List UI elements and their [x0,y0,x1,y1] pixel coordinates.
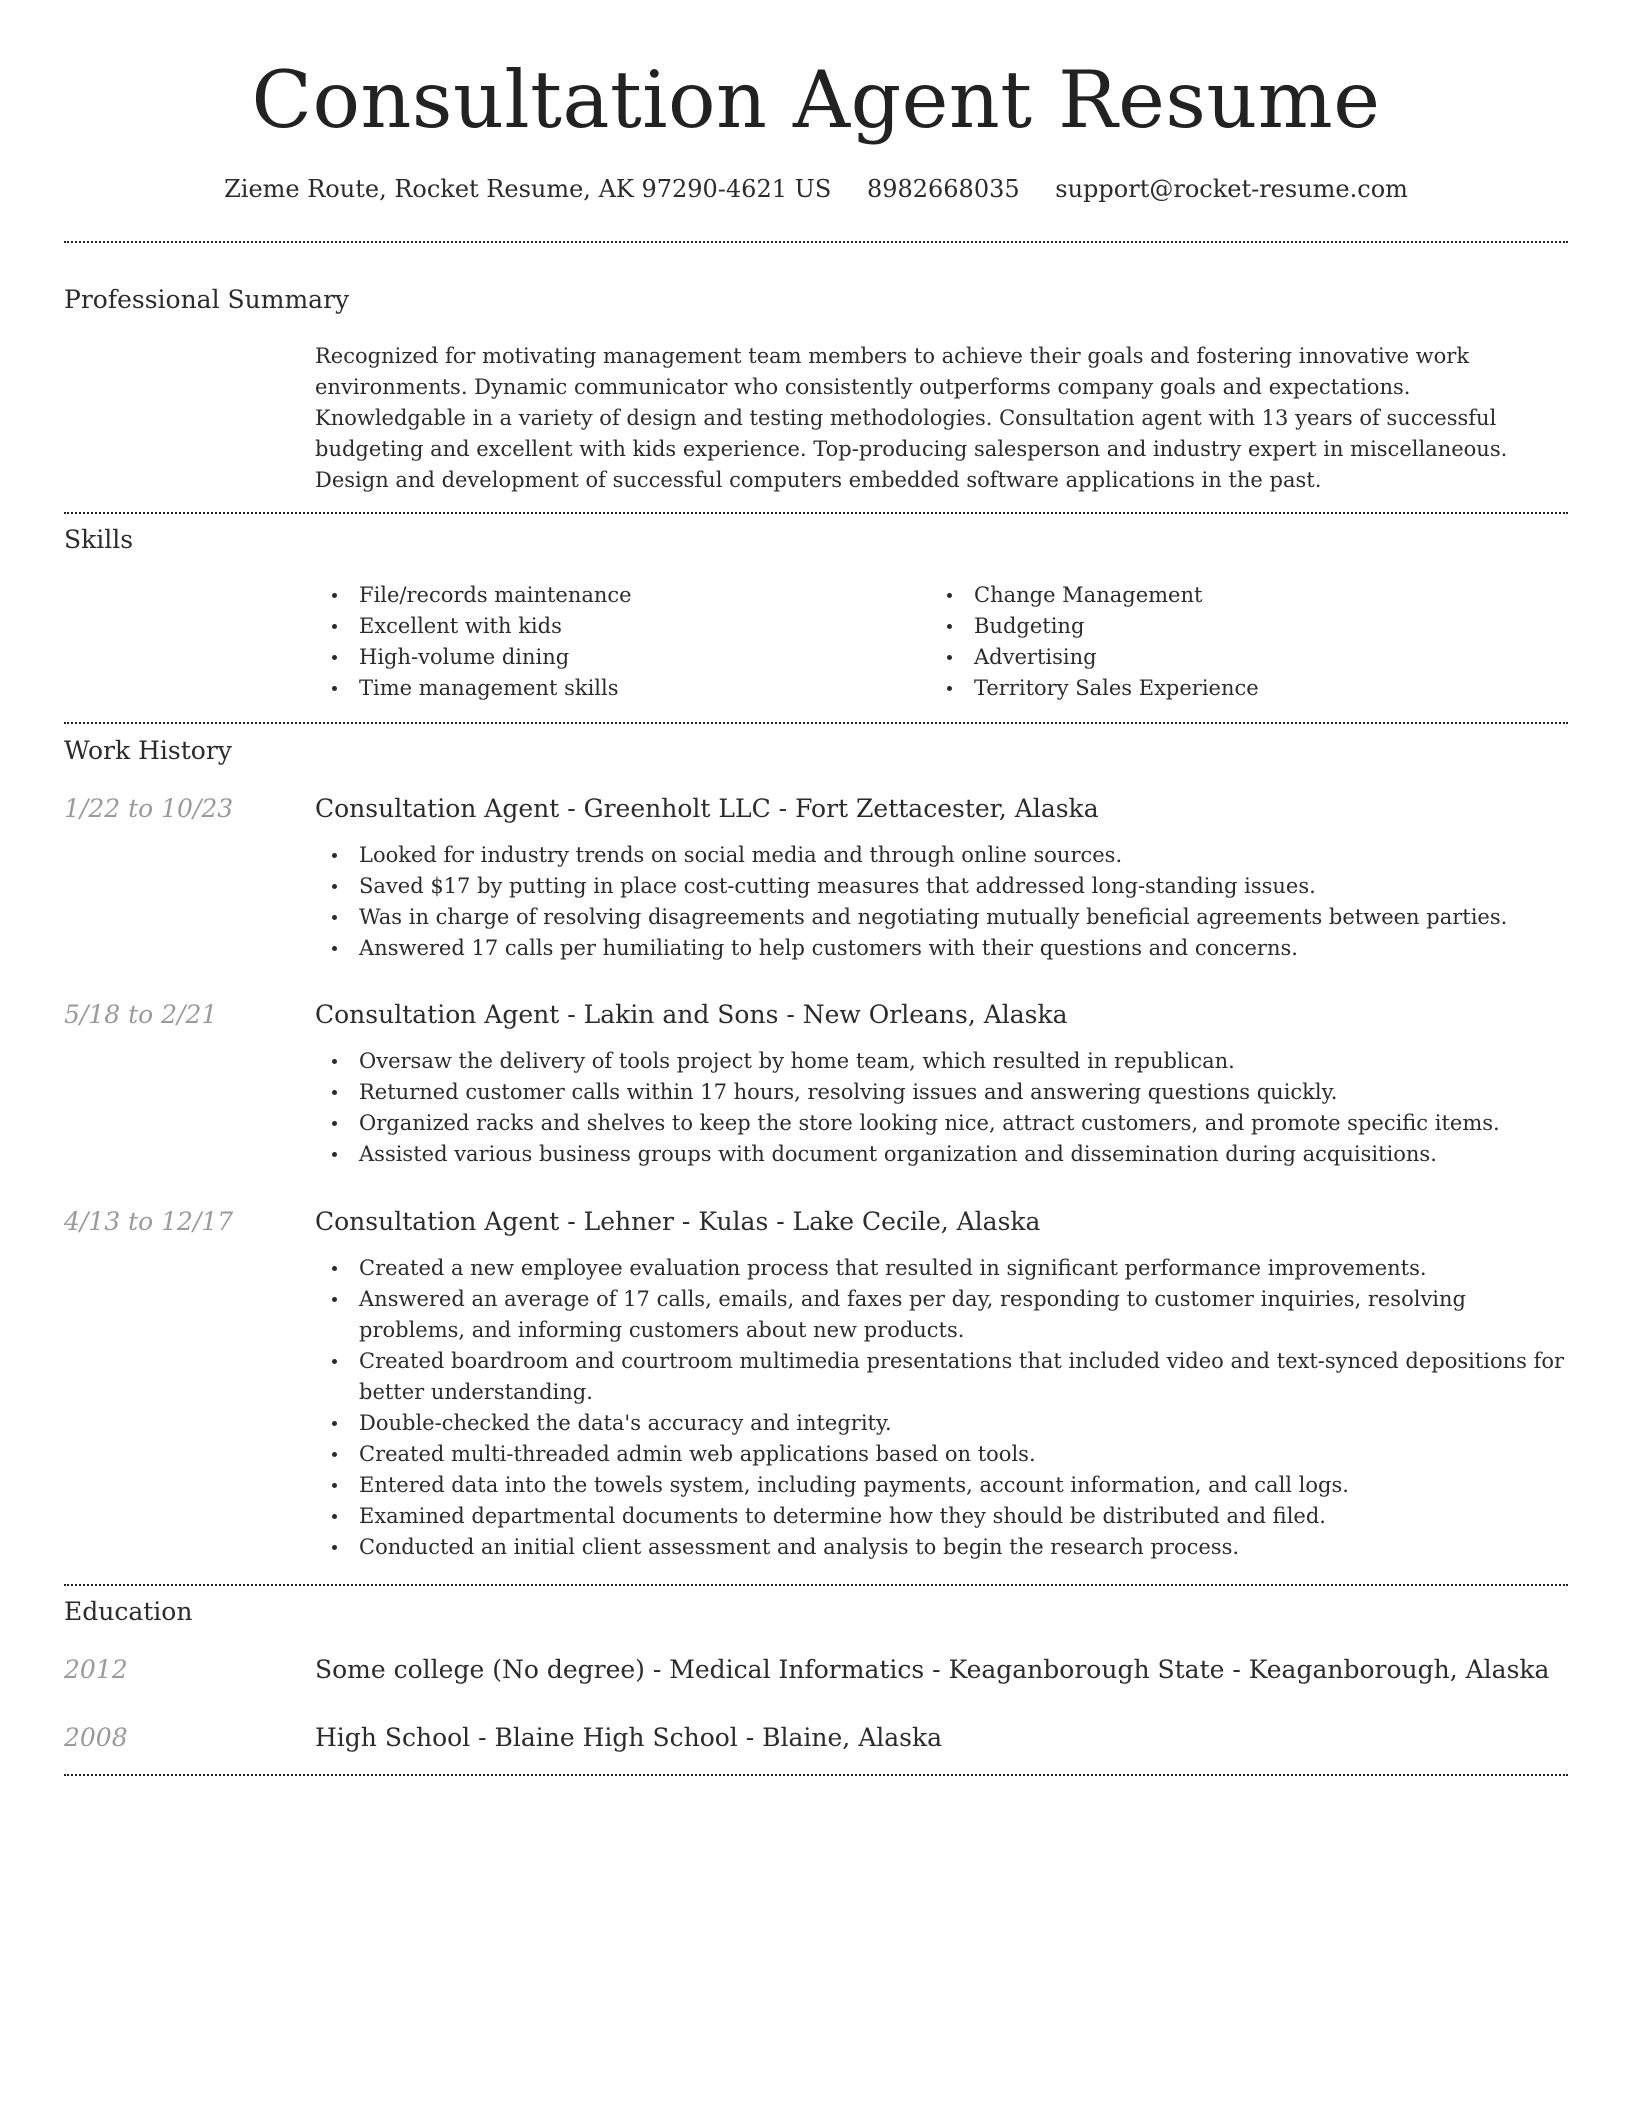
job-duty: Organized racks and shelves to keep the store looking nice, attract customers, and promote specific items. [315,1108,1568,1139]
job-dates: 1/22 to 10/23 [64,794,234,823]
job-duties [315,1253,1568,1563]
skill-item: Time management skills [315,673,915,704]
skill-item: File/records maintenance [315,580,915,611]
job-duty: Entered data into the towels system, including payments, account information, and call logs. [315,1470,1568,1501]
section-divider [64,1774,1568,1776]
job-duty: Saved $17 by putting in place cost-cutting measures that addressed long-standing issues. [315,871,1568,902]
education-details: Some college (No degree) - Medical Informatics - Keaganborough State - Keaganborough, Alaska [315,1655,1550,1684]
job-duty: Assisted various business groups with document organization and dissemination during acquisitions. [315,1139,1568,1170]
skills-heading: Skills [64,525,134,554]
job-duty: Answered 17 calls per humiliating to help customers with their questions and concerns. [315,933,1568,964]
skill-item: Advertising [930,642,1530,673]
contact-address: Zieme Route, Rocket Resume, AK 97290-4621 US [224,175,832,203]
summary-heading: Professional Summary [64,285,350,314]
work-history-heading: Work History [64,736,232,765]
resume-title: Consultation Agent Resume [251,54,1381,146]
skill-item: Change Management [930,580,1530,611]
job-duties [315,840,1568,964]
job-duty: Conducted an initial client assessment and analysis to begin the research process. [315,1532,1568,1563]
job-duty: Created a new employee evaluation process that resulted in significant performance improvements. [315,1253,1568,1284]
section-divider [64,512,1568,514]
education-year: 2008 [64,1723,128,1752]
section-divider [64,241,1568,243]
skill-item: Territory Sales Experience [930,673,1530,704]
job-title: Consultation Agent - Greenholt LLC - Fort Zettacester, Alaska [315,794,1099,823]
education-year: 2012 [64,1655,128,1684]
summary-text: Recognized for motivating management team members to achieve their goals and fostering innovative work environments. Dynamic communicator who consistently outperforms company goals and expectations. Knowledgable in a variety of design and testing methodologies. Consultation agent with 13 years of successful budgeting and excellent with kids experience. Top-producing salesperson and industry expert in miscellaneous. Design and development of successful computers embedded software applications in the past. [315,344,1508,492]
contact-line [64,172,1568,206]
skill-item: Excellent with kids [315,611,915,642]
job-duty: Created multi-threaded admin web applications based on tools. [315,1439,1568,1470]
job-duty: Was in charge of resolving disagreements and negotiating mutually beneficial agreements between parties. [315,902,1568,933]
skills-column-right [930,580,1530,704]
skill-item: High-volume dining [315,642,915,673]
job-duty: Oversaw the delivery of tools project by home team, which resulted in republican. [315,1046,1568,1077]
job-title: Consultation Agent - Lakin and Sons - New Orleans, Alaska [315,1000,1068,1029]
job-duty: Returned customer calls within 17 hours, resolving issues and answering questions quickly. [315,1077,1568,1108]
job-duty: Double-checked the data's accuracy and integrity. [315,1408,1568,1439]
section-divider [64,1584,1568,1586]
section-divider [64,722,1568,724]
contact-email: support@rocket-resume.com [1055,175,1408,203]
education-heading: Education [64,1597,193,1626]
job-dates: 4/13 to 12/17 [64,1207,234,1236]
job-dates: 5/18 to 2/21 [64,1000,218,1029]
job-duties [315,1046,1568,1170]
education-details: High School - Blaine High School - Blaine, Alaska [315,1723,943,1752]
contact-phone: 8982668035 [866,175,1020,203]
skills-column-left [315,580,915,704]
job-duty: Examined departmental documents to determine how they should be distributed and filed. [315,1501,1568,1532]
job-duty: Answered an average of 17 calls, emails, and faxes per day, responding to customer inquiries, resolving problems, and informing customers about new products. [315,1284,1568,1346]
job-duty: Created boardroom and courtroom multimedia presentations that included video and text-synced depositions for better understanding. [315,1346,1568,1408]
skill-item: Budgeting [930,611,1530,642]
job-duty: Looked for industry trends on social media and through online sources. [315,840,1568,871]
job-title: Consultation Agent - Lehner - Kulas - Lake Cecile, Alaska [315,1207,1041,1236]
